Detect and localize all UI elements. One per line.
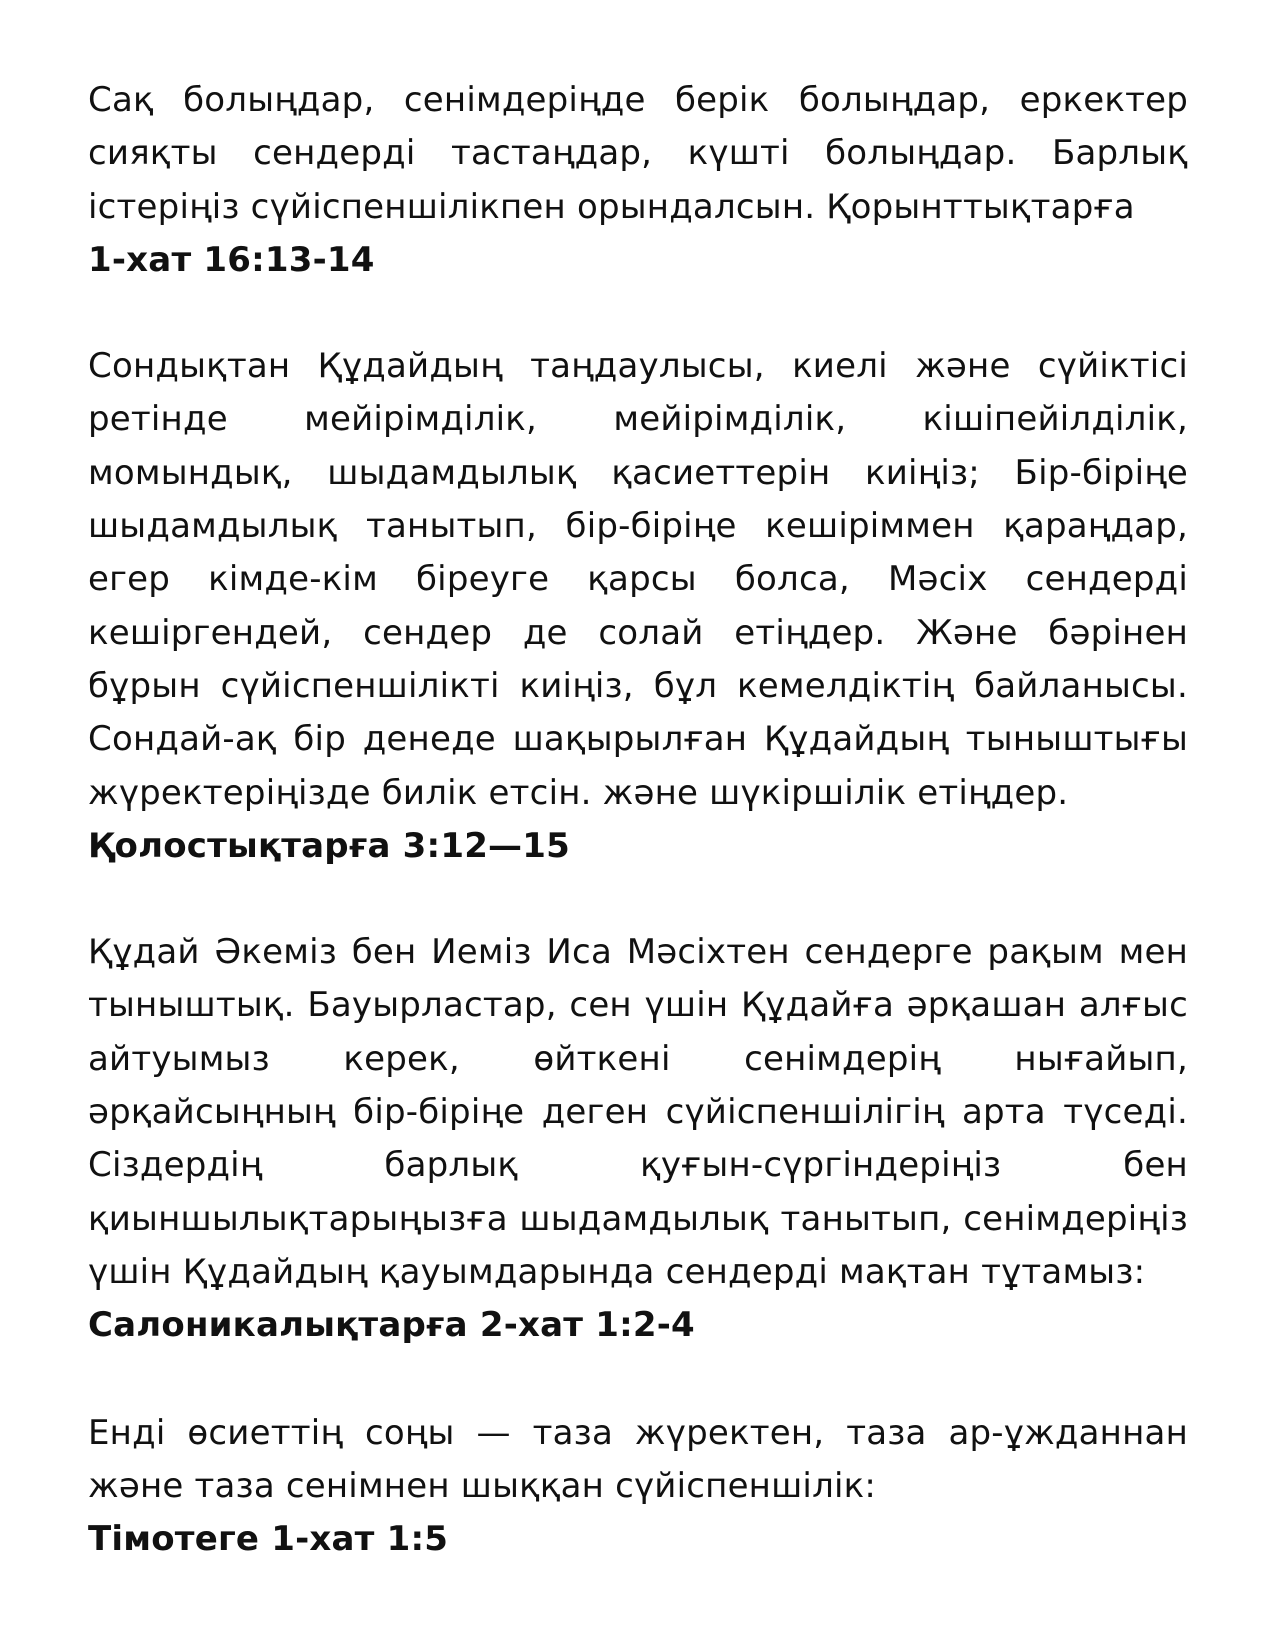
scripture-passage (88, 926, 1188, 1352)
passage-text: Сақ болыңдар, сенімдеріңде берік болыңдар, еркектер сияқты сендерді тастаңдар, күшті болыңдар. Барлық істеріңіз сүйіспеншілікпен орындалсын. Қорынттықтарға (88, 80, 1188, 227)
scripture-passage (88, 1407, 1188, 1567)
scripture-passage (88, 340, 1188, 873)
passage-text: Енді өсиеттің соңы — таза жүректен, таза ар-ұжданнан және таза сенімнен шыққан сүйіспеншілік: (88, 1412, 1188, 1506)
scripture-passage (88, 74, 1188, 287)
passage-text: Сондықтан Құдайдың таңдаулысы, киелі және сүйіктісі ретінде мейірімділік, мейірімділік, кішіпейілділік, момындық, шыдамдылық қасиеттерін киіңіз; Бір-біріңе шыдамдылық танытып, бір-біріңе кешіріммен қараңдар, егер кімде-кім біреуге қарсы болса, Мәсіх сендерді кешіргендей, сендер де солай етіңдер. Және бәрінен бұрын сүйіспеншілікті киіңіз, бұл кемелдіктің байланысы. Сондай-ақ бір денеде шақырылған Құдайдың тыныштығы жүректеріңізде билік етсін. және шүкіршілік етіңдер. (88, 346, 1188, 813)
scripture-reference: Қолостықтарға 3:12—15 (88, 825, 570, 866)
scripture-reference: 1-хат 16:13-14 (88, 239, 375, 280)
scripture-reference: Тімотеге 1-хат 1:5 (88, 1519, 449, 1560)
passage-text: Құдай Әкеміз бен Иеміз Иса Мәсіхтен сендерге рақым мен тыныштық. Бауырластар, сен үшін Құдайға әрқашан алғыс айтуымыз керек, өйткені сенімдерің нығайып, әрқайсыңның бір-біріңе деген сүйіспеншілігің арта түседі. Сіздердің барлық қуғын-сүргіндеріңіз бен қиыншылықтарыңызға шыдамдылық танытып, сенімдеріңіз үшін Құдайдың қауымдарында сендерді мақтан тұтамыз: (88, 932, 1188, 1292)
scripture-reference: Салоникалықтарға 2-хат 1:2-4 (88, 1305, 695, 1346)
document-page (88, 74, 1188, 1621)
